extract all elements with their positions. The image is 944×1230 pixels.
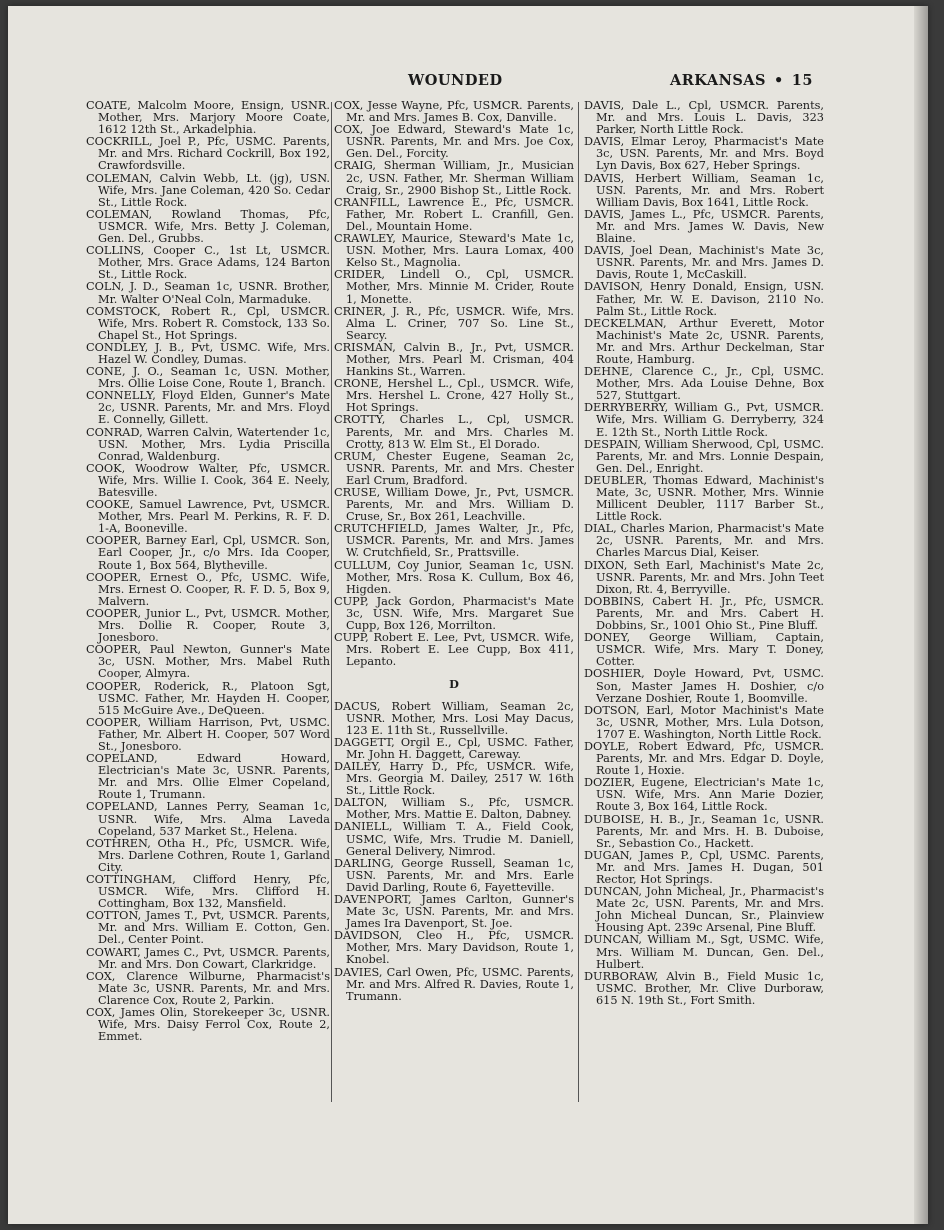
- casualty-entry: DAILEY, Harry D., Pfc, USMCR. Wife, Mrs. Georgia M. Dailey, 2517 W. 16th St., Little Rock.: [334, 759, 574, 798]
- column-2: [334, 100, 574, 1100]
- casualty-entry: COTTINGHAM, Clifford Henry, Pfc, USMCR. Wife, Mrs. Clifford H. Cottingham, Box 132, Mansfield.: [86, 873, 330, 911]
- casualty-entry: COX, Jesse Wayne, Pfc, USMCR. Parents, Mr. and Mrs. James B. Cox, Danville.: [334, 100, 574, 125]
- header-separator: •: [774, 72, 784, 89]
- casualty-entry: DERRYBERRY, William G., Pvt, USMCR. Wife, Mrs. William G. Derryberry, 324 E. 12th St., North Little Rock.: [584, 401, 824, 439]
- casualty-entry: COCKRILL, Joel P., Pfc, USMC. Parents, Mr. and Mrs. Richard Cockrill, Box 192, Crawfordsville.: [86, 135, 330, 173]
- casualty-entry: CRANFILL, Lawrence E., Pfc, USMCR. Father, Mr. Robert L. Cranfill, Gen. Del., Mountain Home.: [334, 195, 574, 233]
- document-page: [8, 6, 928, 1224]
- casualty-entry: CONDLEY, J. B., Pvt, USMC. Wife, Mrs. Hazel W. Condley, Dumas.: [86, 340, 330, 366]
- casualty-entry: COOPER, Roderick, R., Platoon Sgt, USMC. Father, Mr. Hayden H. Cooper, 515 McGuire Ave., DeQueen.: [86, 679, 330, 717]
- casualty-entry: DOYLE, Robert Edward, Pfc, USMCR. Parents, Mr. and Mrs. Edgar D. Doyle, Route 1, Hoxie.: [584, 739, 824, 778]
- casualty-entry: DAVIDSON, Cleo H., Pfc, USMCR. Mother, Mrs. Mary Davidson, Route 1, Knobel.: [334, 929, 574, 967]
- header-section-title: WOUNDED: [408, 72, 503, 89]
- casualty-entry: DOSHIER, Doyle Howard, Pvt, USMC. Son, Master James H. Doshier, c/o Verzane Doshier, Route 1, Boomville.: [584, 667, 824, 705]
- casualty-entry: CULLUM, Coy Junior, Seaman 1c, USN. Mother, Mrs. Rosa K. Cullum, Box 46, Higden.: [334, 558, 574, 596]
- casualty-entry: CRINER, J. R., Pfc, USMCR. Wife, Mrs. Alma L. Criner, 707 So. Line St., Searcy.: [334, 304, 574, 342]
- casualty-entry: COWART, James C., Pvt, USMCR. Parents, Mr. and Mrs. Don Cowart, Clarkridge.: [86, 945, 330, 971]
- casualty-entry: DUNCAN, John Micheal, Jr., Pharmacist's Mate 2c, USN. Parents, Mr. and Mrs. John Micheal Duncan, Sr., Plainview Housing Apt. 239c Arsenal, Pine Bluff.: [584, 885, 824, 935]
- casualty-entry: COTHREN, Otha H., Pfc, USMCR. Wife, Mrs. Darlene Cothren, Route 1, Garland City.: [86, 836, 330, 874]
- casualty-entry: COX, James Olin, Storekeeper 3c, USNR. Wife, Mrs. Daisy Ferrol Cox, Route 2, Emmet.: [86, 1006, 330, 1044]
- casualty-entry: COPELAND, Lannes Perry, Seaman 1c, USNR. Wife, Mrs. Alma Laveda Copeland, 537 Market St., Helena.: [86, 800, 330, 838]
- header-state-and-page: [670, 72, 813, 89]
- casualty-entry: DECKELMAN, Arthur Everett, Motor Machinist's Mate 2c, USNR. Parents, Mr. and Mrs. Arthur Deckelman, Star Route, Hamburg.: [584, 316, 824, 366]
- casualty-entry: DOBBINS, Cabert H. Jr., Pfc, USMCR. Parents, Mr. and Mrs. Cabert H. Dobbins, Sr., 1001 Ohio St., Pine Bluff.: [584, 594, 824, 633]
- column-divider-1: [331, 102, 332, 1102]
- section-letter-heading: D: [449, 677, 459, 692]
- casualty-entry: CROTTY, Charles L., Cpl, USMCR. Parents, Mr. and Mrs. Charles M. Crotty, 813 W. Elm St., El Dorado.: [334, 413, 574, 451]
- casualty-entry: COX, Clarence Wilburne, Pharmacist's Mate 3c, USNR. Parents, Mr. and Mrs. Clarence Cox, Route 2, Parkin.: [86, 969, 330, 1007]
- casualty-entry: DEHNE, Clarence C., Jr., Cpl, USMC. Mother, Mrs. Ada Louise Dehne, Box 527, Stuttgart.: [584, 365, 824, 403]
- casualty-entry: CRISMAN, Calvin B., Jr., Pvt, USMCR. Mother, Mrs. Pearl M. Crisman, 404 Hankins St., Warren.: [334, 340, 574, 379]
- casualty-entry: CRUSE, William Dowe, Jr., Pvt, USMCR. Parents, Mr. and Mrs. William D. Cruse, Sr., Box 261, Leachville.: [334, 486, 574, 524]
- casualty-entry: DAVIS, Elmar Leroy, Pharmacist's Mate 3c, USN. Parents, Mr. and Mrs. Boyd Lyn Davis, Box 627, Heber Springs.: [584, 135, 824, 173]
- casualty-entry: DAVIES, Carl Owen, Pfc, USMC. Parents, Mr. and Mrs. Alfred R. Davies, Route 1, Trumann.: [334, 965, 574, 1003]
- casualty-entry: DONEY, George William, Captain, USMCR. Wife, Mrs. Mary T. Doney, Cotter.: [584, 631, 824, 669]
- casualty-entry: COOK, Woodrow Walter, Pfc, USMCR. Wife, Mrs. Willie I. Cook, 364 E. Neely, Batesville.: [86, 461, 330, 499]
- casualty-entry: DEUBLER, Thomas Edward, Machinist's Mate, 3c, USNR. Mother, Mrs. Winnie Millicent Deubler, 1117 Barber St., Little Rock.: [584, 473, 824, 524]
- casualty-entry: CUPP, Jack Gordon, Pharmacist's Mate 3c, USN. Wife, Mrs. Margaret Sue Cupp, Box 126, Morrilton.: [334, 594, 574, 633]
- page-edge-shadow: [914, 6, 928, 1224]
- casualty-entry: COOPER, Paul Newton, Gunner's Mate 3c, USN. Mother, Mrs. Mabel Ruth Cooper, Almyra.: [86, 643, 330, 681]
- casualty-entry: COLLINS, Cooper C., 1st Lt, USMCR. Mother, Mrs. Grace Adams, 124 Barton St., Little Rock.: [86, 244, 330, 282]
- casualty-entry: DAVIS, Dale L., Cpl, USMCR. Parents, Mr. and Mrs. Louis L. Davis, 323 Parker, North Little Rock.: [584, 100, 824, 137]
- casualty-entry: DIXON, Seth Earl, Machinist's Mate 2c, USNR. Parents, Mr. and Mrs. John Teet Dixon, Rt. 4, Berryville.: [584, 558, 824, 596]
- page-header: [8, 72, 928, 92]
- casualty-entry: DAVIS, Joel Dean, Machinist's Mate 3c, USNR. Parents, Mr. and Mrs. James D. Davis, Route 1, McCaskill.: [584, 244, 824, 282]
- column-divider-2: [578, 102, 579, 1102]
- casualty-entry: COLEMAN, Rowland Thomas, Pfc, USMCR. Wife, Mrs. Betty J. Coleman, Gen. Del., Grubbs.: [86, 207, 330, 246]
- casualty-entry: CRONE, Hershel L., Cpl., USMCR. Wife, Mrs. Hershel L. Crone, 427 Holly St., Hot Springs.: [334, 377, 574, 415]
- casualty-entry: DOZIER, Eugene, Electrician's Mate 1c, USN. Wife, Mrs. Ann Marie Dozier, Route 3, Box 164, Little Rock.: [584, 776, 824, 814]
- header-state: ARKANSAS: [670, 72, 767, 89]
- casualty-entry: CRIDER, Lindell O., Cpl, USMCR. Mother, Mrs. Minnie M. Crider, Route 1, Monette.: [334, 268, 574, 306]
- casualty-entry: COOPER, William Harrison, Pvt, USMC. Father, Mr. Albert H. Cooper, 507 Word St., Jonesboro.: [86, 715, 330, 753]
- casualty-entry: COPELAND, Edward Howard, Electrician's Mate 3c, USNR. Parents, Mr. and Mrs. Ollie Elmer Copeland, Route 1, Trumann.: [86, 752, 330, 802]
- casualty-entry: DURBORAW, Alvin B., Field Music 1c, USMC. Brother, Mr. Clive Durboraw, 615 N. 19th St., Fort Smith.: [584, 969, 824, 1007]
- casualty-entry: COLEMAN, Calvin Webb, Lt. (jg), USN. Wife, Mrs. Jane Coleman, 420 So. Cedar St., Little Rock.: [86, 171, 330, 209]
- casualty-entry: CONRAD, Warren Calvin, Watertender 1c, USN. Mother, Mrs. Lydia Priscilla Conrad, Waldenburg.: [86, 425, 330, 463]
- page-number: 15: [791, 72, 813, 89]
- casualty-entry: COX, Joe Edward, Steward's Mate 1c, USNR. Parents, Mr. and Mrs. Joe Cox, Gen. Del., Forcity.: [334, 123, 574, 161]
- casualty-entry: COTTON, James T., Pvt, USMCR. Parents, Mr. and Mrs. William E. Cotton, Gen. Del., Center Point.: [86, 909, 330, 947]
- casualty-entry: DALTON, William S., Pfc, USMCR. Mother, Mrs. Mattie E. Dalton, Dabney.: [334, 796, 574, 822]
- casualty-entry: DAVENPORT, James Carlton, Gunner's Mate 3c, USN. Parents, Mr. and Mrs. James Ira Davenport, St. Joe.: [334, 893, 574, 931]
- casualty-entry: COOPER, Junior L., Pvt, USMCR. Mother, Mrs. Dollie R. Cooper, Route 3, Jonesboro.: [86, 606, 330, 645]
- casualty-entry: DOTSON, Earl, Motor Machinist's Mate 3c, USNR, Mother, Mrs. Lula Dotson, 1707 E. Washington, North Little Rock.: [584, 703, 824, 741]
- casualty-entry: CONNELLY, Floyd Elden, Gunner's Mate 2c, USNR. Parents, Mr. and Mrs. Floyd E. Connelly, Gillett.: [86, 389, 330, 427]
- column-1: [86, 100, 330, 1100]
- casualty-entry: DAVIS, James L., Pfc, USMCR. Parents, Mr. and Mrs. James W. Davis, New Blaine.: [584, 207, 824, 246]
- casualty-entry: COOKE, Samuel Lawrence, Pvt, USMCR. Mother, Mrs. Pearl M. Perkins, R. F. D. 1-A, Booneville.: [86, 498, 330, 536]
- casualty-entry: CRAWLEY, Maurice, Steward's Mate 1c, USN. Mother, Mrs. Laura Lomax, 400 Kelso St., Magnolia.: [334, 232, 574, 270]
- casualty-entry: CONE, J. O., Seaman 1c, USN. Mother, Mrs. Ollie Loise Cone, Route 1, Branch.: [86, 365, 330, 391]
- casualty-entry: CRUM, Chester Eugene, Seaman 2c, USNR. Parents, Mr. and Mrs. Chester Earl Crum, Bradford.: [334, 449, 574, 487]
- casualty-entry: DARLING, George Russell, Seaman 1c, USN. Parents, Mr. and Mrs. Earle David Darling, Route 6, Fayetteville.: [334, 856, 574, 894]
- casualty-entry: COMSTOCK, Robert R., Cpl, USMCR. Wife, Mrs. Robert R. Comstock, 133 So. Chapel St., Hot Springs.: [86, 304, 330, 342]
- casualty-entry: CRAIG, Sherman William, Jr., Musician 2c, USN. Father, Mr. Sherman William Craig, Sr., 2900 Bishop St., Little Rock.: [334, 159, 574, 197]
- casualty-entry: DANIELL, William T. A., Field Cook, USMC, Wife, Mrs. Trudie M. Daniell, General Delivery, Nimrod.: [334, 820, 574, 858]
- column-3: [584, 100, 824, 1100]
- casualty-entry: DACUS, Robert William, Seaman 2c, USNR. Mother, Mrs. Losi May Dacus, 123 E. 11th St., Russellville.: [334, 699, 574, 737]
- casualty-entry: DIAL, Charles Marion, Pharmacist's Mate 2c, USNR. Parents, Mr. and Mrs. Charles Marcus Dial, Keiser.: [584, 522, 824, 560]
- casualty-entry: DESPAIN, William Sherwood, Cpl, USMC. Parents, Mr. and Mrs. Lonnie Despain, Gen. Del., Enright.: [584, 437, 824, 475]
- casualty-entry: DAVIS, Herbert William, Seaman 1c, USN. Parents, Mr. and Mrs. Robert William Davis, Box 1641, Little Rock.: [584, 171, 824, 209]
- casualty-entry: CUPP, Robert E. Lee, Pvt, USMCR. Wife, Mrs. Robert E. Lee Cupp, Box 411, Lepanto.: [334, 631, 574, 669]
- casualty-entry: DAGGETT, Orgil E., Cpl, USMC. Father, Mr. John H. Daggett, Careway.: [334, 735, 574, 761]
- casualty-entry: COOPER, Ernest O., Pfc, USMC. Wife, Mrs. Ernest O. Cooper, R. F. D. 5, Box 9, Malvern.: [86, 570, 330, 608]
- casualty-entry: COATE, Malcolm Moore, Ensign, USNR. Mother, Mrs. Marjory Moore Coate, 1612 12th St., Arkadelphia.: [86, 100, 330, 137]
- casualty-entry: CRUTCHFIELD, James Walter, Jr., Pfc, USMCR. Parents, Mr. and Mrs. James W. Crutchfield, Sr., Prattsville.: [334, 522, 574, 560]
- casualty-entry: DAVISON, Henry Donald, Ensign, USN. Father, Mr. W. E. Davison, 2110 No. Palm St., Little Rock.: [584, 280, 824, 318]
- casualty-entry: COOPER, Barney Earl, Cpl, USMCR. Son, Earl Cooper, Jr., c/o Mrs. Ida Cooper, Route 1, Box 564, Blytheville.: [86, 534, 330, 572]
- casualty-entry: DUNCAN, William M., Sgt, USMC. Wife, Mrs. William M. Duncan, Gen. Del., Hulbert.: [584, 933, 824, 971]
- casualty-entry: COLN, J. D., Seaman 1c, USNR. Brother, Mr. Walter O'Neal Coln, Marmaduke.: [86, 280, 330, 306]
- casualty-entry: DUGAN, James P., Cpl, USMC. Parents, Mr. and Mrs. James H. Dugan, 501 Rector, Hot Springs.: [584, 848, 824, 886]
- casualty-entry: DUBOISE, H. B., Jr., Seaman 1c, USNR. Parents, Mr. and Mrs. H. B. Duboise, Sr., Sebastion Co., Hackett.: [584, 812, 824, 850]
